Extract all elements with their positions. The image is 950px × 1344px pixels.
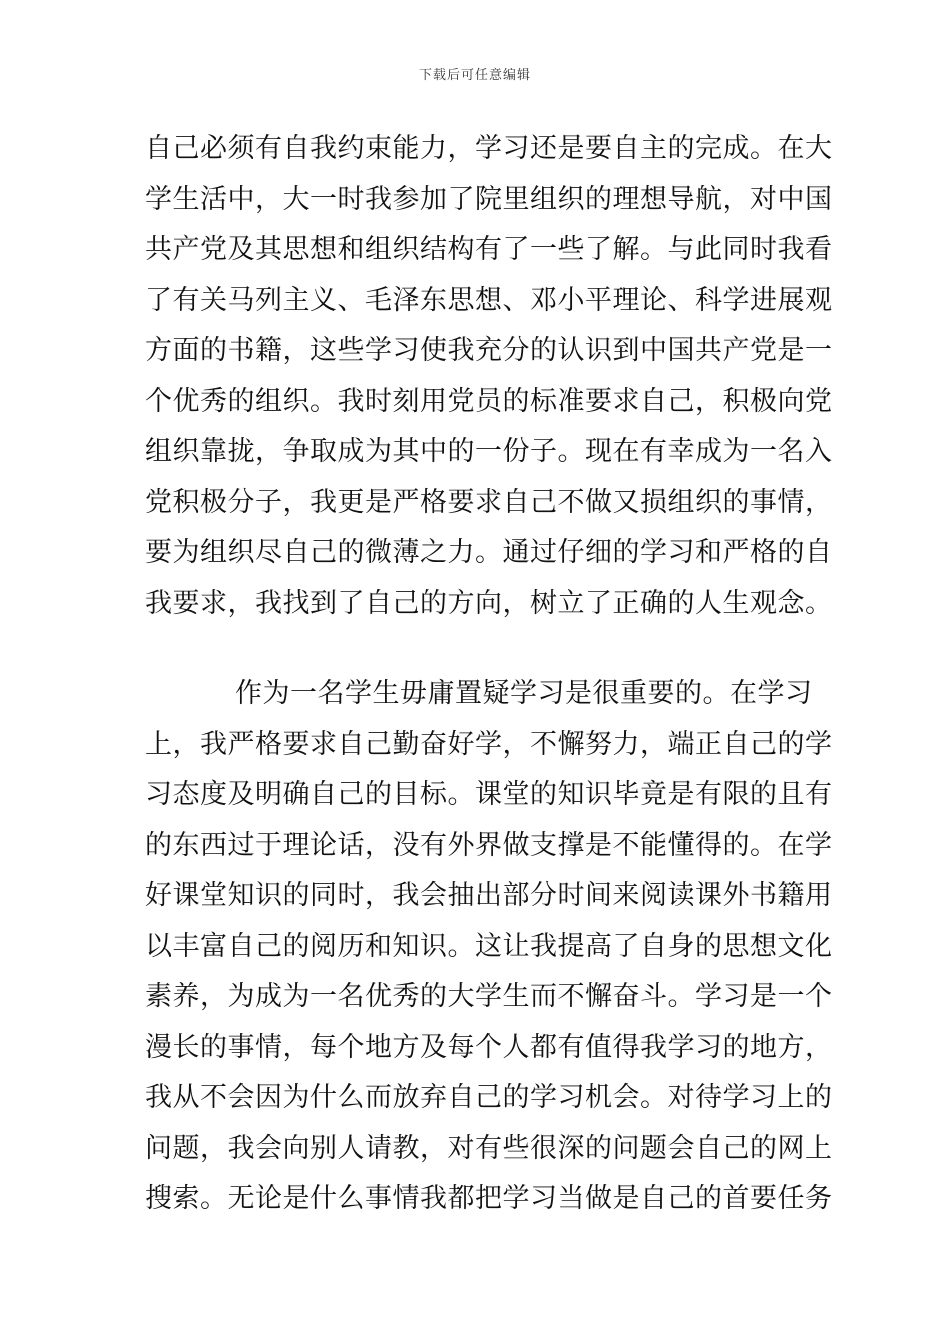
text-line: 方面的书籍，这些学习使我充分的认识到中国共产党是一 — [145, 335, 833, 366]
text-line: 我要求，我找到了自己的方向，树立了正确的人生观念。 — [145, 587, 833, 619]
text-line: 的东西过于理论话，没有外界做支撑是不能懂得的。在学 — [145, 829, 833, 861]
text-line: 要为组织尽自己的微薄之力。通过仔细的学习和严格的自 — [145, 537, 833, 568]
text-line: 共产党及其思想和组织结构有了一些了解。与此同时我看 — [145, 234, 833, 265]
text-line: 组织靠拢，争取成为其中的一份子。现在有幸成为一名入 — [145, 436, 833, 467]
text-line: 了有关马列主义、毛泽东思想、邓小平理论、科学进展观 — [145, 284, 833, 316]
text-line: 党积极分子，我更是严格要求自己不做又损组织的事情， — [145, 486, 833, 518]
text-line: 好课堂知识的同时，我会抽出部分时间来阅读课外书籍用 — [145, 880, 833, 911]
text-line: 问题，我会向别人请教，对有些很深的问题会自己的网上 — [145, 1132, 833, 1164]
text-line: 习态度及明确自己的目标。课堂的知识毕竟是有限的且有 — [145, 779, 833, 810]
page-header-note: 下载后可任意编辑 — [418, 68, 531, 83]
text-line: 素养，为成为一名优秀的大学生而不懈奋斗。学习是一个 — [145, 981, 833, 1012]
text-line: 个优秀的组织。我时刻用党员的标准要求自己，积极向党 — [145, 385, 833, 417]
paragraph-2 — [145, 669, 833, 1225]
text-line: 自己必须有自我约束能力，学习还是要自主的完成。在大 — [145, 133, 833, 164]
text-line: 以丰富自己的阅历和知识。这让我提高了自身的思想文化 — [145, 930, 833, 962]
text-line: 上，我严格要求自己勤奋好学，不懈努力，端正自己的学 — [145, 728, 833, 760]
text-line: 学生活中，大一时我参加了院里组织的理想导航，对中国 — [145, 183, 833, 215]
paragraph-1 — [145, 124, 833, 629]
text-line: 漫长的事情，每个地方及每个人都有值得我学习的地方， — [145, 1031, 833, 1063]
text-line: 我从不会因为什么而放弃自己的学习机会。对待学习上的 — [145, 1082, 833, 1113]
text-line: 搜索。无论是什么事情我都把学习当做是自己的首要任务 — [145, 1183, 833, 1214]
text-line-indented: 作为一名学生毋庸置疑学习是很重要的。在学习 — [235, 678, 813, 709]
